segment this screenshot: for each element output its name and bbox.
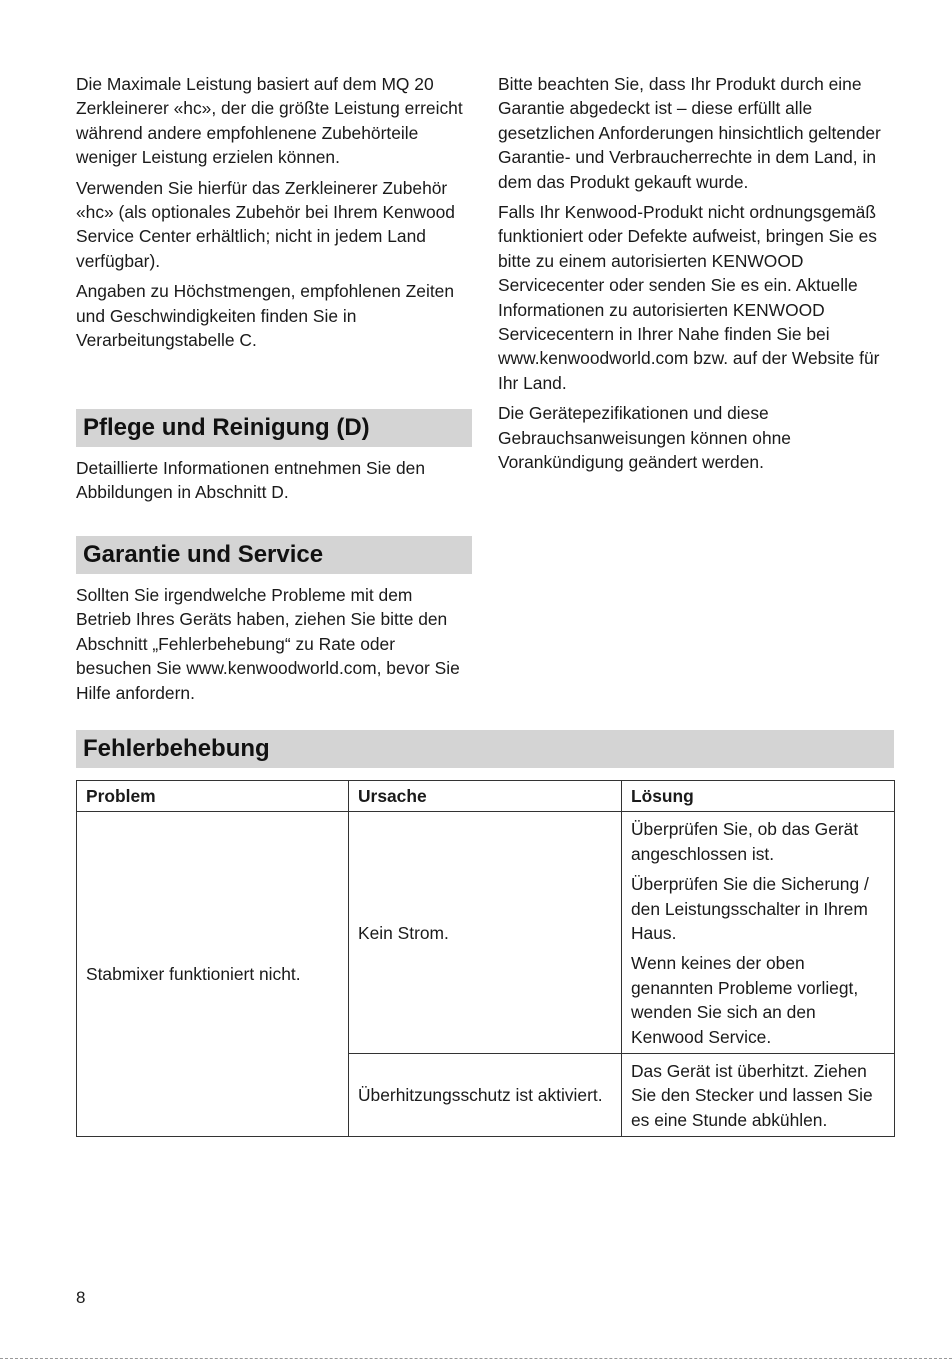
solution-cell [622,1054,895,1137]
problem-cell: Stabmixer funktioniert nicht. [77,812,349,1137]
care-heading: Pflege und Reinigung (D) [76,409,472,447]
table-row [77,812,895,1054]
header-solution: Lösung [622,781,895,812]
right-column [498,72,894,481]
service-center-paragraph: Falls Ihr Kenwood-Produkt nicht ordnungsgemäß funktioniert oder Defekte aufweist, bringen Sie es bitte zu einem autorisierten KENWOOD Servicecenter oder senden Sie es ein. Aktuelle Informationen zu autorisierten KENWOOD Servicecentern in Ihrer Nahe finden Sie bei www.kenwoodworld.com bzw. auf der Website für Ihr Land. [498,202,880,393]
chopper-accessory-paragraph: Verwenden Sie hierfür das Zerkleinerer Zubehör «hc» (als optionales Zubehör bei Ihrem Kenwood Service Center erhältlich; nicht in jedem Land verfügbar). [76,177,455,271]
troubleshooting-table [76,780,895,1137]
troubleshooting-heading: Fehlerbehebung [76,730,894,768]
solution-item: Wenn keines der oben genannten Probleme vorliegt, wenden Sie sich an den Kenwood Service. [631,953,859,1047]
care-section [76,456,472,505]
care-text: Detaillierte Informationen entnehmen Sie den Abbildungen in Abschnitt D. [76,458,425,503]
page-number: 8 [76,1288,86,1307]
warranty-heading: Garantie und Service [76,536,472,574]
solution-item: Überprüfen Sie die Sicherung / den Leistungsschalter in Ihrem Haus. [631,874,869,944]
warranty-text: Sollten Sie irgendwelche Probleme mit dem Betrieb Ihres Geräts haben, ziehen Sie bitte den Abschnitt „Fehlerbehebung“ zu Rate oder besuchen Sie www.kenwoodworld.com, bevor Sie Hilfe anfordern. [76,585,460,703]
left-column [76,72,472,358]
max-power-paragraph: Die Maximale Leistung basiert auf dem MQ 20 Zerkleinerer «hc», der die größte Leistung erreicht während andere empfohlenene Zubehörteile weniger Leistung erzielen können. [76,74,463,168]
header-cause: Ursache [349,781,622,812]
cause-cell: Überhitzungsschutz ist aktiviert. [349,1054,622,1137]
guarantee-paragraph: Bitte beachten Sie, dass Ihr Produkt durch eine Garantie abgedeckt ist – diese erfüllt alle gesetzlichen Anforderungen hinsichtlich geltender Garantie- und Verbraucherrechte in dem Land, in dem das Produkt gekauft wurde. [498,74,881,192]
processing-table-paragraph: Angaben zu Höchstmengen, empfohlenen Zeiten und Geschwindigkeiten finden Sie in Verarbeitungstabelle C. [76,281,455,351]
solution-cell [622,812,895,1054]
table-header-row [77,781,895,812]
warranty-section [76,583,472,705]
solution-item: Das Gerät ist überhitzt. Ziehen Sie den Stecker und lassen Sie es eine Stunde abkühlen. [631,1061,873,1130]
header-problem: Problem [77,781,349,812]
specification-paragraph: Die Gerätepezifikationen und diese Gebrauchsanweisungen können ohne Vorankündigung geändert werden. [498,403,791,473]
page-bottom-divider [0,1358,952,1359]
solution-item: Überprüfen Sie, ob das Gerät angeschlossen ist. [631,819,859,864]
cause-cell: Kein Strom. [349,812,622,1054]
